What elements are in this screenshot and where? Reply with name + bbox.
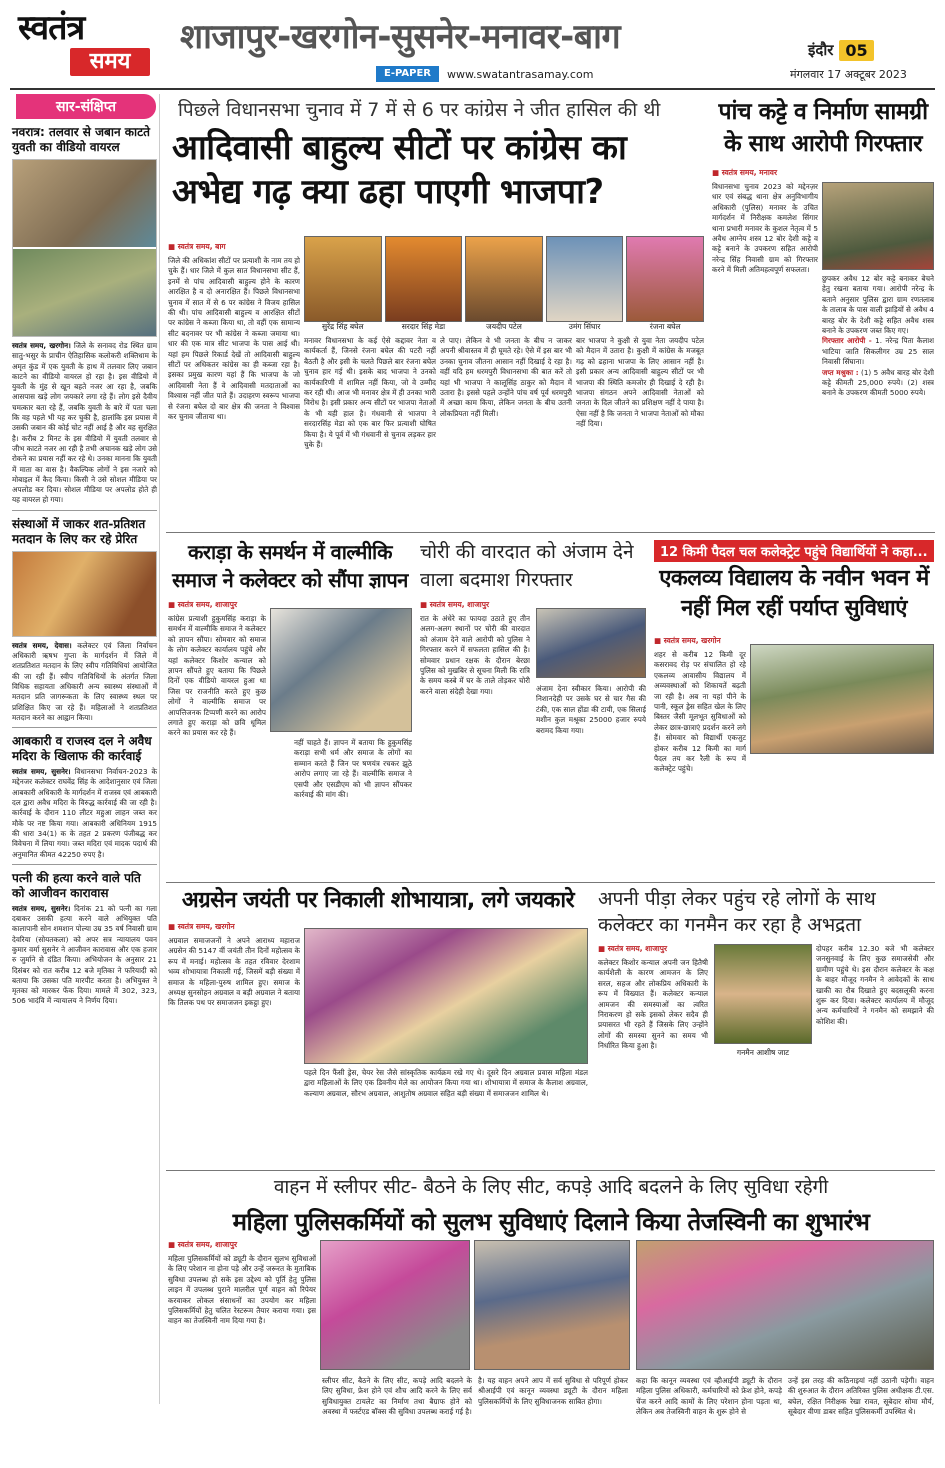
- gunman-byline: ■ स्वतंत्र समय, शाजापुर: [598, 944, 667, 954]
- candidate-photo: [304, 236, 382, 332]
- lead-headline[interactable]: [172, 126, 702, 214]
- lead-headline-line1: आदिवासी बाहुल्य सीटों पर कांग्रेस का: [172, 128, 627, 168]
- arrest-byline: ■ स्वतंत्र समय, मनावर: [712, 168, 777, 178]
- lead-kicker: पिछले विधानसभा चुनाव में 7 में से 6 पर कांग्रेस ने जीत हासिल की थी: [178, 99, 661, 121]
- website-link[interactable]: www.swatantrasamay.com: [447, 67, 594, 81]
- memo-headline[interactable]: कराड़ा के समर्थन में वाल्मीकि समाज ने कलेक्टर को सौंपा ज्ञापन: [172, 540, 408, 592]
- tejaswini-byline: ■ स्वतंत्र समय, शाजापुर: [168, 1240, 237, 1250]
- brief-byline: स्वतंत्र समय, खरगोन।: [12, 341, 71, 350]
- city-page-box: [808, 38, 900, 62]
- procession-byline: ■ स्वतंत्र समय, खरगोन: [168, 922, 235, 932]
- seized-items: (1) 5 अवैध बारह बोर देशी कट्टे कीमती 25,000 रुपये। (2) शस्त्र बनाने के उपकरण कीमती 5000 रुपये।: [822, 367, 934, 398]
- theft-text: रात के अंधेरे का फायदा उठाते हुए तीन अलग-अलग स्थानों पर चोरी की वारदात को अंजाम देने वाले आरोपी को पुलिस ने गिरफ्तार करने में सफलता हासिल की है। सोमवार प्रधान रक्षक के दौरान बेरछा पुलिस को मुखबिर से सूचना मिली कि रात्रि के समय कस्बे में घर के ताले तोड़कर चोरी करने वाला संदेही देखा गया।: [420, 614, 530, 696]
- tejaswini-vehicle-photo: [636, 1240, 934, 1370]
- photo-frame: [304, 236, 382, 322]
- newspaper-logo[interactable]: [18, 10, 168, 82]
- brief-byline: स्वतंत्र समय, देवास।: [12, 640, 72, 650]
- brief-divider: [12, 510, 157, 511]
- vehicle-interior-photo: [320, 1240, 470, 1370]
- brief-body: विधानसभा निर्वाचन-2023 के मद्देनजर कलेक्टर राघवेंद्र सिंह के आदेशानुसार एवं जिला आबकारी अधिकारी के मार्गदर्शन में राजस्व एवं आबकारी दल द्वारा अवैध मदिरा के विरुद्ध कार्रवाई की जा रही है। कार्रवाई के दौरान 110 लीटर महुआ लाहन जब्त कर मौके पर नष्ट किया गया। आबकारी अधिनियम 1915 की धारा 34(1) क के तहत 2 प्रकरण पंजीबद्ध कर विवेचना में लिया गया। जब्त मदिरा एवं मादक पदार्थ की अनुमानित कीमत 42250 रुपए है।: [12, 767, 158, 859]
- brief-body: जिले के सनावद रोड स्थित ग्राम सातु-भसुर के प्राचीन ऐतिहासिक कलोकरी शक्तिधाम के अमृत कुंड में एक युवती के हाथ में तलवार लिए जबान काटने का वीडियो वायरल हो रहा है। इस वीडियो में युवती के मुंह से खून बहते नजर आ रहा है, जबकि आसपास खड़े लोग जयकारे लगा रहे हैं। लोग इसे दैवीय चमत्कार बता रहे हैं, जबकि युवती के बारे में पता चला कि वह पहले भी यह कर चुकी है, हालांकि इस प्रयास में उसकी जबान की कोई चोट नहीं आई है और वह सुरक्षित है। करीब 2 मिनट के इस वीडियो में युवती तलवार से जीभ काटते नजर आ रही है तभी अचानक खड़े लोग उसे रोकने का प्रयास नहीं कर रहे थे। उनका मानना कि युवती में माता का वास है। वैकल्पिक लोगों ने इस नजारे को मोबाइल में कैद किया। किसी ने उसे सोशल मीडिया पर अपलोड कर दिया। सोशल मीडिया पर अपलोड होते ही यह वायरल हो गया।: [12, 341, 157, 505]
- theft-headline[interactable]: चोरी की वारदात को अंजाम देने वाला बदमाश गिरफ्तार: [420, 541, 634, 591]
- brief-divider: [12, 864, 157, 865]
- lead-column: ले पाए। लेकिन वे भी जनता के बीच न जाकर अपनी श्रीवास्तव में ही घूमते रहे। ऐसे में इस बार भी उनका चुनाव जीतना आसान नहीं दिखाई दे रहा है। वहीं यदि हम धरमपुरी विधानसभा की बात करें तो यहां भी भाजपा ने कालूसिंह ठाकुर को मैदान में उतारा है। इससे पहले उन्होंने पांच वर्ष पूर्व धरमपुरी में अच्छा काम किया, लेकिन जनता के बीच उतनी लोकप्रियता नहीं मिली।: [440, 336, 572, 418]
- brief-headline[interactable]: आबकारी व राजस्व दल ने अवैध मदिरा के खिलाफ की कार्रवाई: [12, 734, 152, 764]
- arrest-label: गिरफ्तार आरोपी -: [822, 336, 872, 346]
- photo-frame: [465, 236, 543, 322]
- school-byline: ■ स्वतंत्र समय, खरगोन: [654, 636, 721, 646]
- tejaswini-text-cont: उन्हें इस तरह की कठिनाइयां नहीं उठानी पड़ेगी। वाहन की शुरुआत के दौरान अतिरिक्त पुलिस अधीक्षक टी.एस. बघेल, रक्षित निरीक्षक रेखा रावत, सूबेदार सोमा मौर्य, सूबेदार वीणा डाबर सहित पुलिसकर्मी उपस्थित थे।: [788, 1376, 934, 1417]
- gunman-text-cont: दोपहर करीब 12.30 बजे भी कलेक्टर जनसुनवाई के लिए कुछ समाजसेवी और ग्रामीण पहुंचे थे। इस दौरान कलेक्टर के कक्ष के बाहर मौजूद गनमैन ने आवेदकों के साथ खाकी का रौब दिखाते हुए बदसलूकी करना शुरू कर दिया। कलेक्टर कार्यालय में मौजूद अन्य कर्मचारियों ने गनमैन को समझाने की कोशिश की।: [816, 944, 934, 1026]
- launch-photo: [474, 1240, 630, 1370]
- gunman-photo: [714, 944, 812, 1044]
- lead-byline: ■ स्वतंत्र समय, बाग: [168, 242, 226, 252]
- gunman-text: कलेक्टर किशोर कन्याल अपनी जन हितैषी कार्यशैली के कारण आमजन के लिए सरल, सहज और लोकप्रिय अधिकारी के रूप में विख्यात हैं। कलेक्टर कन्याल आमजन की समस्याओं का त्वरित निराकरण हो सके इसको लेकर सदैव ही प्रयासरत भी रहते हैं जिसके लिए उन्होंने लोगों की समस्या सुनने का समय भी निर्धारित किया हुआ है।: [598, 958, 708, 1051]
- brief-text: [12, 341, 157, 506]
- candidate-photo: [546, 236, 624, 332]
- city-name: इंदौर: [808, 41, 834, 59]
- brief-body: दिनांक 21 को पत्नी का गला दबाकर उसकी हत्या करने वाले अभियुक्त पति कालापानी सोन शमशान पोल्या उम्र 35 वर्ष निवासी ग्राम देवरिया (सोयतकला) को अपर सत्र न्यायालय पवन कुमार वर्मा सुसनेर ने आजीवन कारावास और एक हजार रु जुर्माने से दंडित किया। अभियोजन के अनुसार 21 दिसंबर को रात करीब 12 बजे मृतिका ने फरियादी को बताया कि उसका पति मारपीट करता है। अभियुक्त ने मृतका को मारकर फेंक दिया। मामले में 302, 323, 506 भादंवि में न्यायालय ने निर्णय दिया।: [12, 903, 157, 1006]
- lead-column: जिले की अधिकांश सीटों पर प्रत्याशी के नाम तय हो चुके हैं। धार जिले में कुल सात विधानसभा सीट हैं, इनमें से पांच आदिवासी बाहुल्य होने के कारण आरक्षित है व दो अनारक्षित हैं। पिछले विधानसभा चुनाव में सात में से 6 पर कांग्रेस ने विजय हासिल की थी। पांच आदिवासी बाहुल्य व आरक्षित सीटों पर कांग्रेस ने कब्जा किया था, तो वहीं एक सामान्य सीट बदनावर पर भी कांग्रेस ने कब्जा जमाया था। धार की एक मात्र सीट भाजपा के पास आई थी। यहां हम पिछले रिकार्ड देखें तो आदिवासी बाहुल्य सीटों पर अधिकतर कांग्रेस का ही कब्जा रहा है। इसका प्रमुख कारण यहां हैं कि भाजपा के जो आदिवासी नेता हैं वे आदिवासी मतदाताओं का विश्वास नहीं जीत पाते हैं। उदाहरण स्वरूप भाजपा से रंजना बघेल दो बार क्षेत्र की जनता ने विश्वास कर चुनाव जीताया था।: [168, 256, 300, 422]
- candidate-photo: [626, 236, 704, 332]
- photo-frame-top: [13, 160, 156, 247]
- brief-headline[interactable]: पत्नी की हत्या करने वाले पति को आजीवन कारावास: [12, 870, 141, 900]
- candidate-caption: सुरेंद्र सिंह बघेल: [321, 322, 364, 331]
- section-divider: [166, 882, 935, 883]
- brief-text: [12, 641, 157, 723]
- page-number: 05: [839, 40, 873, 61]
- logo-top-text: स्वतंत्र: [18, 8, 85, 48]
- lead-column: मनावर विधानसभा के कई ऐसे कद्दावर नेता व कार्यकर्ता हैं, जिनसे रंजना बघेल की पटरी नहीं बैठती है और इसी के चलते पिछले बार रंजना बघेल चुनाव हार गई थी। इसके बाद भाजपा ने उनको कार्यकारिणी में शामिल नहीं किया, जो वे उम्मीद कर रही थी। आज भी मनावर क्षेत्र में ही उनका भारी विरोध है। इसी प्रकार अन्य सीटों पर भाजपा नेताओं के भी यही हाल है। गंधवानी से भाजपा ने सरदारसिंह मेडा को एक बार फिर प्रत्याशी घोषित किया है। ये पूर्व में भी गंधवानी से चुनाव लड़कर हार चुके हैं।: [304, 336, 436, 450]
- procession-text: अग्रवाल समाजजनों ने अपने आराध्य महाराज अग्रसेन की 5147 वीं जयंती तीन दिनों महोत्सव के रूप में मनाई। महोत्सव के तहत रविवार देरशाम भव्य शोभायात्रा निकाली गई, जिसमें बड़ी संख्या में समाज के महिला-पुरुष शामिल हुए। समाज के अध्यक्ष सुनसोहन अग्रवाल व बड़ी अग्रवाल ने बताया कि तिलक पथ पर समाजजन इकट्ठा हुए।: [168, 936, 300, 1008]
- brief-text: [12, 767, 157, 860]
- publication-date: मंगलवार 17 अक्टूबर 2023: [790, 68, 907, 81]
- candidate-caption: सरदार सिंह मेडा: [401, 322, 446, 331]
- arrest-headline[interactable]: पांच कट्टे व निर्माण सामग्री के साथ आरोपी गिरफ्तार: [718, 99, 928, 157]
- candidate-caption: रंजना बघेल: [649, 322, 681, 331]
- sidebar-title: सार-संक्षिप्त: [16, 94, 156, 119]
- brief-photo: [12, 159, 157, 337]
- brief-byline: स्वतंत्र समय, सुसनेर।: [12, 903, 71, 913]
- theft-photo: [536, 608, 646, 678]
- gunman-headline[interactable]: अपनी पीड़ा लेकर पहुंच रहे लोगों के साथ कलेक्टर का गनमैन कर रहा है अभद्रता: [598, 888, 876, 936]
- photo-frame: [626, 236, 704, 322]
- arrest-photo: [822, 182, 934, 270]
- procession-headline[interactable]: अग्रसेन जयंती पर निकाली शोभायात्रा, लगे जयकारे: [181, 888, 575, 913]
- masthead-divider: [10, 88, 935, 90]
- memo-text: कांग्रेस प्रत्याशी हुकुमसिंह कराड़ा के समर्थन में वाल्मीकि समाज ने कलेक्टर को ज्ञापन सौंपा। सोमवार को समाज के लोग कलेक्टर कार्यालय पहुंचे और यहां कलेक्टर किशोर कन्याल को ज्ञापन सौंपते हुए बताया कि पिछले दिनों एक वीडियो वायरल हुआ था जिस पर राजनीति करते हुए कुछ लोगों ने वाल्मीकि समाज पर आपत्तिजनक टिप्पणी करने का आरोप लगाते हुए कराड़ा को छवि धूमिल करने का प्रयास कर रहे हैं।: [168, 614, 266, 738]
- school-banner: 12 किमी पैदल चल कलेक्ट्रेट पहुंचे विद्यार्थियों ने कहा...: [654, 540, 934, 562]
- sidebar-briefs: [10, 94, 160, 1404]
- tejaswini-headline[interactable]: महिला पुलिसकर्मियों को सुलभ सुविधाएं दिलाने किया तेजस्विनी का शुभारंभ: [232, 1208, 870, 1236]
- procession-photo: [304, 928, 588, 1064]
- photo-frame: [385, 236, 463, 322]
- candidate-caption: उमंग सिंघार: [568, 322, 601, 331]
- edition-title: शाजापुर-खरगोन-सुसनेर-मनावर-बाग: [180, 17, 621, 57]
- theft-text-cont: अंजाम देना स्वीकार किया। आरोपी की निशानदेही पर उसके घर से चार गैस की टंकी, एक साल होंडा की टायी, एक सिलाई मशीन कुल मश्रूका 25000 हजार रुपये बरामद किया गया।: [536, 684, 646, 735]
- school-photo: [750, 644, 934, 754]
- section-divider: [166, 1170, 935, 1171]
- memo-byline: ■ स्वतंत्र समय, शाजापुर: [168, 600, 237, 610]
- brief-text: [12, 904, 157, 1007]
- epaper-label: E-PAPER: [376, 66, 439, 82]
- lead-headline-line2: अभेद्य गढ़ क्या ढहा पाएगी भाजपा?: [172, 172, 604, 212]
- brief-body: कलेक्टर एवं जिला निर्वाचन अधिकारी ऋषभ गुप्ता के मार्गदर्शन में जिले में शतप्रतिशत मतदान के लिए स्वीप गतिविधियां आयोजित की जा रही हैं। स्वीप गतिविधियों के अंतर्गत जिला विधिक सहायता अधिकारी अन्य स्वास्थ्य संस्थाओं में मतदान प्रति जागरूकता के लिए स्वास्थ्य स्थल पर प्रशिक्षित किए जा रहे हैं। महिलाओं ने शतप्रतिशत मतदान करने का आह्वान किया।: [12, 640, 157, 722]
- tejaswini-text-cont: है। यह वाहन अपने आप में सर्व सुविधा से परिपूर्ण होकर श्रीआईपी एवं कानून व्यवस्था ड्यूटी के दौरान महिला पुलिसकर्मियों के लिए सुविधाजनक साबित होगा।: [478, 1376, 628, 1406]
- tejaswini-text-cont: स्लीपर सीट, बैठने के लिए सीट, कपड़े आदि बदलने के लिए सुविधा, फ्रेश होने एवं शौच आदि करने के लिए सर्व सुविधायुक्त टायलेट का निर्माण तथा बैग्राफ होने को अवस्था में फर्स्टएड बॉक्स की सुविधा उपलब्ध कराई गई है।: [322, 1376, 472, 1417]
- photo-frame: [546, 236, 624, 322]
- school-text: शहर से करीब 12 किमी दूर कसरावद रोड़ पर संचालित हो रहे एकलव्य आवासीय विद्यालय में अव्यवस्थाओं को शिकायतें बढ़ती जा रही है। अब ना यहां पीने के पानी, स्कूल ड्रेस सहित खेल के लिए बिस्तर जैसी मूलभूत सुविधाओं को लेकर छात्र-छात्राएं प्रदर्शन करने लगे हैं। सोमवार को विद्यार्थी एकजुट होकर करीब 12 किमी का मार्ग पैदल तय कर रैली के रूप में कलेक्ट्रेट पहुंचे।: [654, 650, 746, 774]
- candidate-photo: [465, 236, 543, 332]
- lead-photo-strip: [304, 236, 704, 332]
- photo-frame-bottom: [13, 247, 156, 336]
- seized-label: जप्त मश्रुका :: [822, 367, 859, 377]
- school-headline[interactable]: एकलव्य विद्यालय के नवीन भवन में नहीं मिल रहीं पर्याप्त सुविधाएं: [659, 566, 929, 621]
- arrest-accused: 1. नरेन्द्र पिता कैलाश भाटिया जाति सिकलीगर उम्र 25 साल निवासी सिंघाना।: [822, 336, 934, 367]
- brief-photo: [12, 551, 157, 637]
- gunman-caption: गनमैन आशीष जाट: [736, 1048, 790, 1057]
- arrest-text: विधानसभा चुनाव 2023 को मद्देनज़र धार एवं संबद्ध थाना क्षेत्र अनुविभागीय अधिकारी (पुलिस) मनावर के उचित मार्गदर्शन में निरीक्षक कमलेश सिंगार थाना प्रभारी मनावर के कुशल नेतृत्व में 5 अवैध आग्नेय शस्त्र 12 बोर देशी कट्टे व कट्टे बनाने के उपकरण सहित आरोपी नरेन्द्र सिंह निवासी ग्राम को गिरफ्तार करने में मिली अतिमहत्वपूर्ण सफलता।: [712, 182, 818, 275]
- section-divider: [166, 532, 935, 533]
- epaper-bar: [376, 66, 796, 82]
- candidate-caption: जयदीप पटेल: [486, 322, 522, 331]
- brief-headline[interactable]: नवरात्र: तलवार से जबान काटते युवती का वीडियो वायरल: [12, 125, 150, 154]
- procession-text-cont: पहले दिन फैंसी ड्रेस, चेयर रेस जैसे सांस्कृतिक कार्यक्रम रखे गए थे। दूसरे दिन अग्रवाल प्रवास महिला मंडल द्वारा महिलाओं के लिए एक डिवनीय मेले का आयोजन किया गया था। शोभायात्रा में समाज के कैलाश अग्रवाल, कल्याण अग्रवाल, सौरभ अग्रवाल, आशुतोष अग्रवाल सहित बड़ी संख्या में समाजजन शामिल थे।: [304, 1068, 588, 1098]
- tejaswini-kicker: वाहन में स्लीपर सीट- बैठने के लिए सीट, कपड़े आदि बदलने के लिए सुविधा रहेगी: [273, 1176, 829, 1198]
- arrest-text-cont: छुपकर अवैध 12 बोर कट्टे बनाकर बेचने हेतु रखना बताया गया। आरोपी नरेन्द्र के बताने अनुसार पुलिस द्वारा ग्राम रणतलाब के तालाब के पास वाली झाड़ियों से अवैध 4 बारह बोर के देशी कट्टे सहित अवैध शस्त्र बनाने के उपकरण जब्त किए गए।: [822, 274, 934, 336]
- tejaswini-text-cont: कहा कि कानून व्यवस्था एवं व्हीआईपी ड्यूटी के दौरान महिला पुलिस अधिकारी, कर्मचारियों को फ्रेश होने, कपड़े चेंज करने आदि कामों के लिए परेशान होना पड़ता था, लेकिन अब तेजस्विनी वाहन के शुरू होने से: [636, 1376, 782, 1417]
- brief-byline: स्वतंत्र समय, सुसनेर।: [12, 767, 71, 777]
- memo-photo: [270, 608, 412, 732]
- logo-bottom-text: समय: [70, 48, 150, 76]
- candidate-photo: [385, 236, 463, 332]
- brief-divider: [12, 727, 157, 728]
- arrest-details: [822, 274, 934, 526]
- brief-headline[interactable]: संस्थाओं में जाकर शत-प्रतिशत मतदान के लिए कर रहे प्रेरित: [12, 516, 146, 546]
- lead-column: बार भाजपा ने कुक्षी से युवा नेता जयदीप पटेल को मैदान में उतारा है। कुक्षी में कांग्रेस के मजबूत गढ़ को ढहाना भाजपा के लिए आसान नहीं है। इसी प्रकार अन्य आदिवासी बाहुल्य सीटों पर भी भाजपा की स्थिति कमजोर ही दिखाई दे रही है। भाजपा संगठन अपने आदिवासी नेताओं को जनता के दिल जीतने का प्रशिक्षण नहीं दे पाया है। ऐसा नहीं है कि जनता ने भाजपा नेताओं को मौका नहीं दिया।: [576, 336, 704, 429]
- memo-text-cont: नहीं चाहते हैं। ज्ञापन में बताया कि हुकुमसिंह कराड़ा सभी धर्म और समाज के लोगों का सम्मान करते हैं जिन पर षणयंत्र रचकर झूठे आरोप लगाए जा रहे हैं। वाल्मीकि समाज ने एसपी और एसडीएम को भी ज्ञापन सौंपकर कार्रवाई की मांग की।: [294, 738, 412, 800]
- tejaswini-text: महिला पुलिसकर्मियों को ड्यूटी के दौरान सुलभ सुविधाओं के लिए परेशान ना होना पड़े और उन्हें जरूरत के मुताबिक सुविधा उपलब्ध हो सके इस उद्देश्य को पूर्ति हेतु पुलिस लाइन में उपलब्ध पुराने मालरील पूर्ण वाहन को रिपेयर करवाकर लोकल संसाधनों का उपयोग कर महिला पुलिसकर्मियों हेतु चलित रेस्टरूम तैयार कराया गया। इस वाहन का तेजस्विनी नाम दिया गया है।: [168, 1254, 316, 1326]
- theft-byline: ■ स्वतंत्र समय, शाजापुर: [420, 600, 489, 610]
